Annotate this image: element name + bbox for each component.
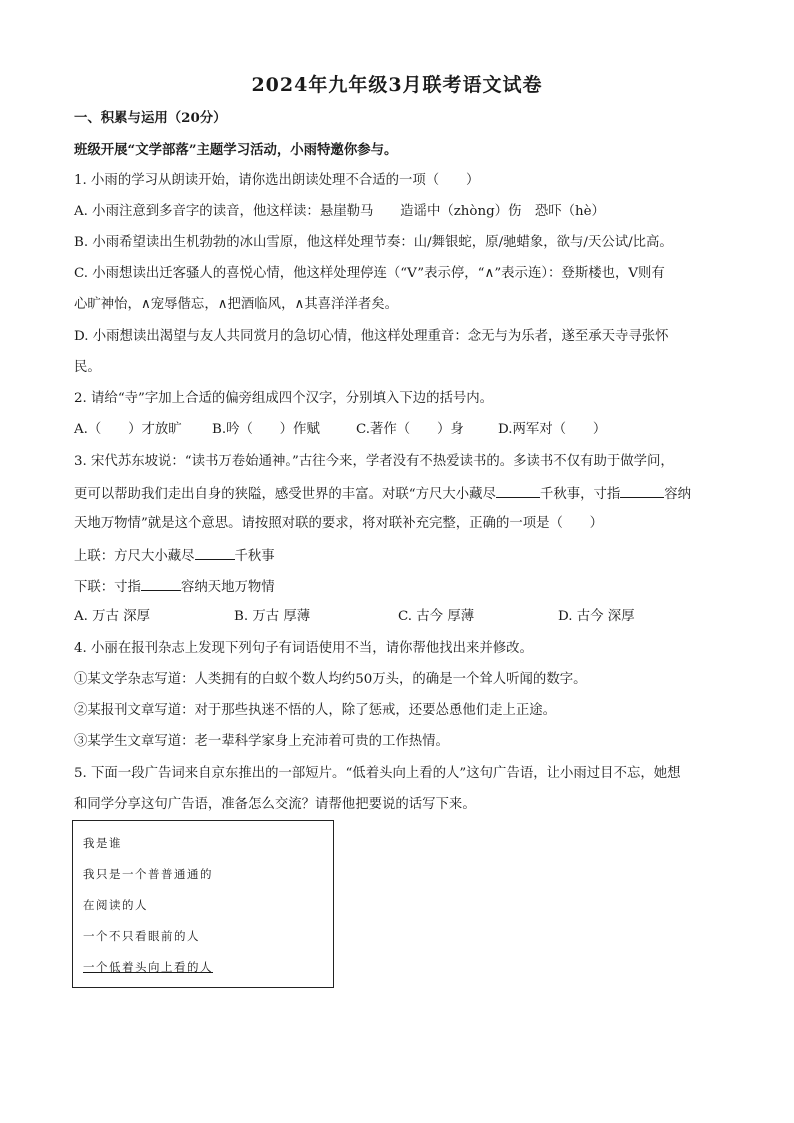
q2-option-a: A.（ ）才放旷: [74, 422, 182, 437]
q1-option-d-line1: D. 小雨想读出渴望与友人共同赏月的急切心情，他这样处理重音：念无与为乐者，遂至承天寺寻张怀: [74, 329, 669, 344]
q3-option-c: C. 古今 厚薄: [398, 609, 475, 624]
q1-option-a: A. 小雨注意到多音字的读音，他这样读：悬崖勒马 造谣中（zhòng）伤 恐吓（hè）: [74, 204, 605, 219]
q1-option-d-line2: 民。: [74, 360, 101, 375]
q3-upper-blank: [195, 545, 235, 560]
poem-line-1: 我是谁: [83, 836, 122, 850]
q3-upper-text-end: 千秋事: [234, 549, 275, 564]
q1-option-c-line1: C. 小雨想读出迁客骚人的喜悦心情，他这样处理停连（“V”表示停，“∧”表示连）：登斯楼也，V则有: [74, 266, 665, 281]
q5-stem-line2: 和同学分享这句广告语，准备怎么交流？请帮他把要说的话写下来。: [74, 797, 476, 812]
q3-option-a: A. 万古 深厚: [74, 609, 151, 624]
q3-upper-text: 上联：方尺大小藏尽: [74, 549, 195, 564]
activity-intro: 班级开展“文学部落”主题学习活动，小雨特邀你参与。: [74, 142, 398, 158]
q3-option-d: D. 古今 深厚: [558, 609, 635, 624]
q3-stem-line2: [74, 483, 724, 505]
q4-sentence-1: ①某文学杂志写道：人类拥有的白蚁个数人均约50万头，的确是一个耸人听闻的数字。: [74, 672, 587, 687]
q1-stem: 1. 小雨的学习从朗读开始，请你选出朗读处理不合适的一项（ ）: [74, 173, 480, 188]
q3-text-part1: 更可以帮助我们走出自身的狭隘，感受世界的丰富。对联“方尺大小藏尽: [74, 487, 496, 502]
q3-lower-text-end: 容纳天地万物情: [180, 580, 275, 595]
q2-option-b: B.吟（ ）作赋: [212, 422, 320, 437]
poem-line-4: 一个不只看眼前的人: [83, 929, 200, 943]
q3-text-part3: 容纳: [664, 487, 692, 502]
q3-blank-2: [620, 483, 664, 498]
page-title: 2024年九年级3月联考语文试卷: [251, 74, 543, 96]
q5-stem-line1: 5. 下面一段广告词来自京东推出的一部短片。“低着头向上看的人”这句广告语，让小雨过目不忘，她想: [74, 766, 681, 781]
q3-stem-line1: 3. 宋代苏东坡说：“读书万卷始通神。”古往今来，学者没有不热爱读书的。多读书不仅有助于做学问，: [74, 454, 674, 469]
q1-option-b: B. 小雨希望读出生机勃勃的冰山雪原，他这样处理节奏：山/舞银蛇，原/驰蜡象，欲与/天公试/比高。: [74, 235, 673, 250]
q3-lower-text: 下联：寸指: [74, 580, 141, 595]
q2-option-d: D.两军对（ ）: [498, 422, 607, 437]
ad-poem-box: [72, 820, 334, 988]
poem-line-3: 在阅读的人: [83, 898, 148, 912]
section-heading: 一、积累与运用（20分）: [74, 110, 227, 126]
poem-line-2: 我只是一个普普通通的: [83, 867, 213, 881]
q3-text-part2: 千秋事，寸指: [539, 487, 621, 502]
poem-line-5: 一个低着头向上看的人: [83, 960, 213, 974]
q1-option-c-line2: 心旷神怡，∧宠辱偕忘，∧把酒临风，∧其喜洋洋者矣。: [74, 297, 398, 312]
q3-lower-couplet: [74, 576, 724, 598]
q3-stem-line3: 天地万物情”就是这个意思。请按照对联的要求，将对联补充完整，正确的一项是（ ）: [74, 516, 604, 531]
q3-option-b: B. 万古 厚薄: [234, 609, 311, 624]
q4-stem: 4. 小丽在报刊杂志上发现下列句子有词语使用不当，请你帮他找出来并修改。: [74, 641, 533, 656]
q2-option-c: C.著作（ ）身: [356, 422, 464, 437]
q3-blank-1: [496, 483, 540, 498]
q4-sentence-2: ②某报刊文章写道：对于那些执迷不悟的人，除了惩戒，还要怂恿他们走上正途。: [74, 703, 557, 718]
q3-lower-blank: [141, 576, 181, 591]
q3-upper-couplet: [74, 545, 724, 567]
q4-sentence-3: ③某学生文章写道：老一辈科学家身上充沛着可贵的工作热情。: [74, 734, 449, 749]
q2-stem: 2. 请给“寺”字加上合适的偏旁组成四个汉字，分别填入下边的括号内。: [74, 391, 494, 406]
